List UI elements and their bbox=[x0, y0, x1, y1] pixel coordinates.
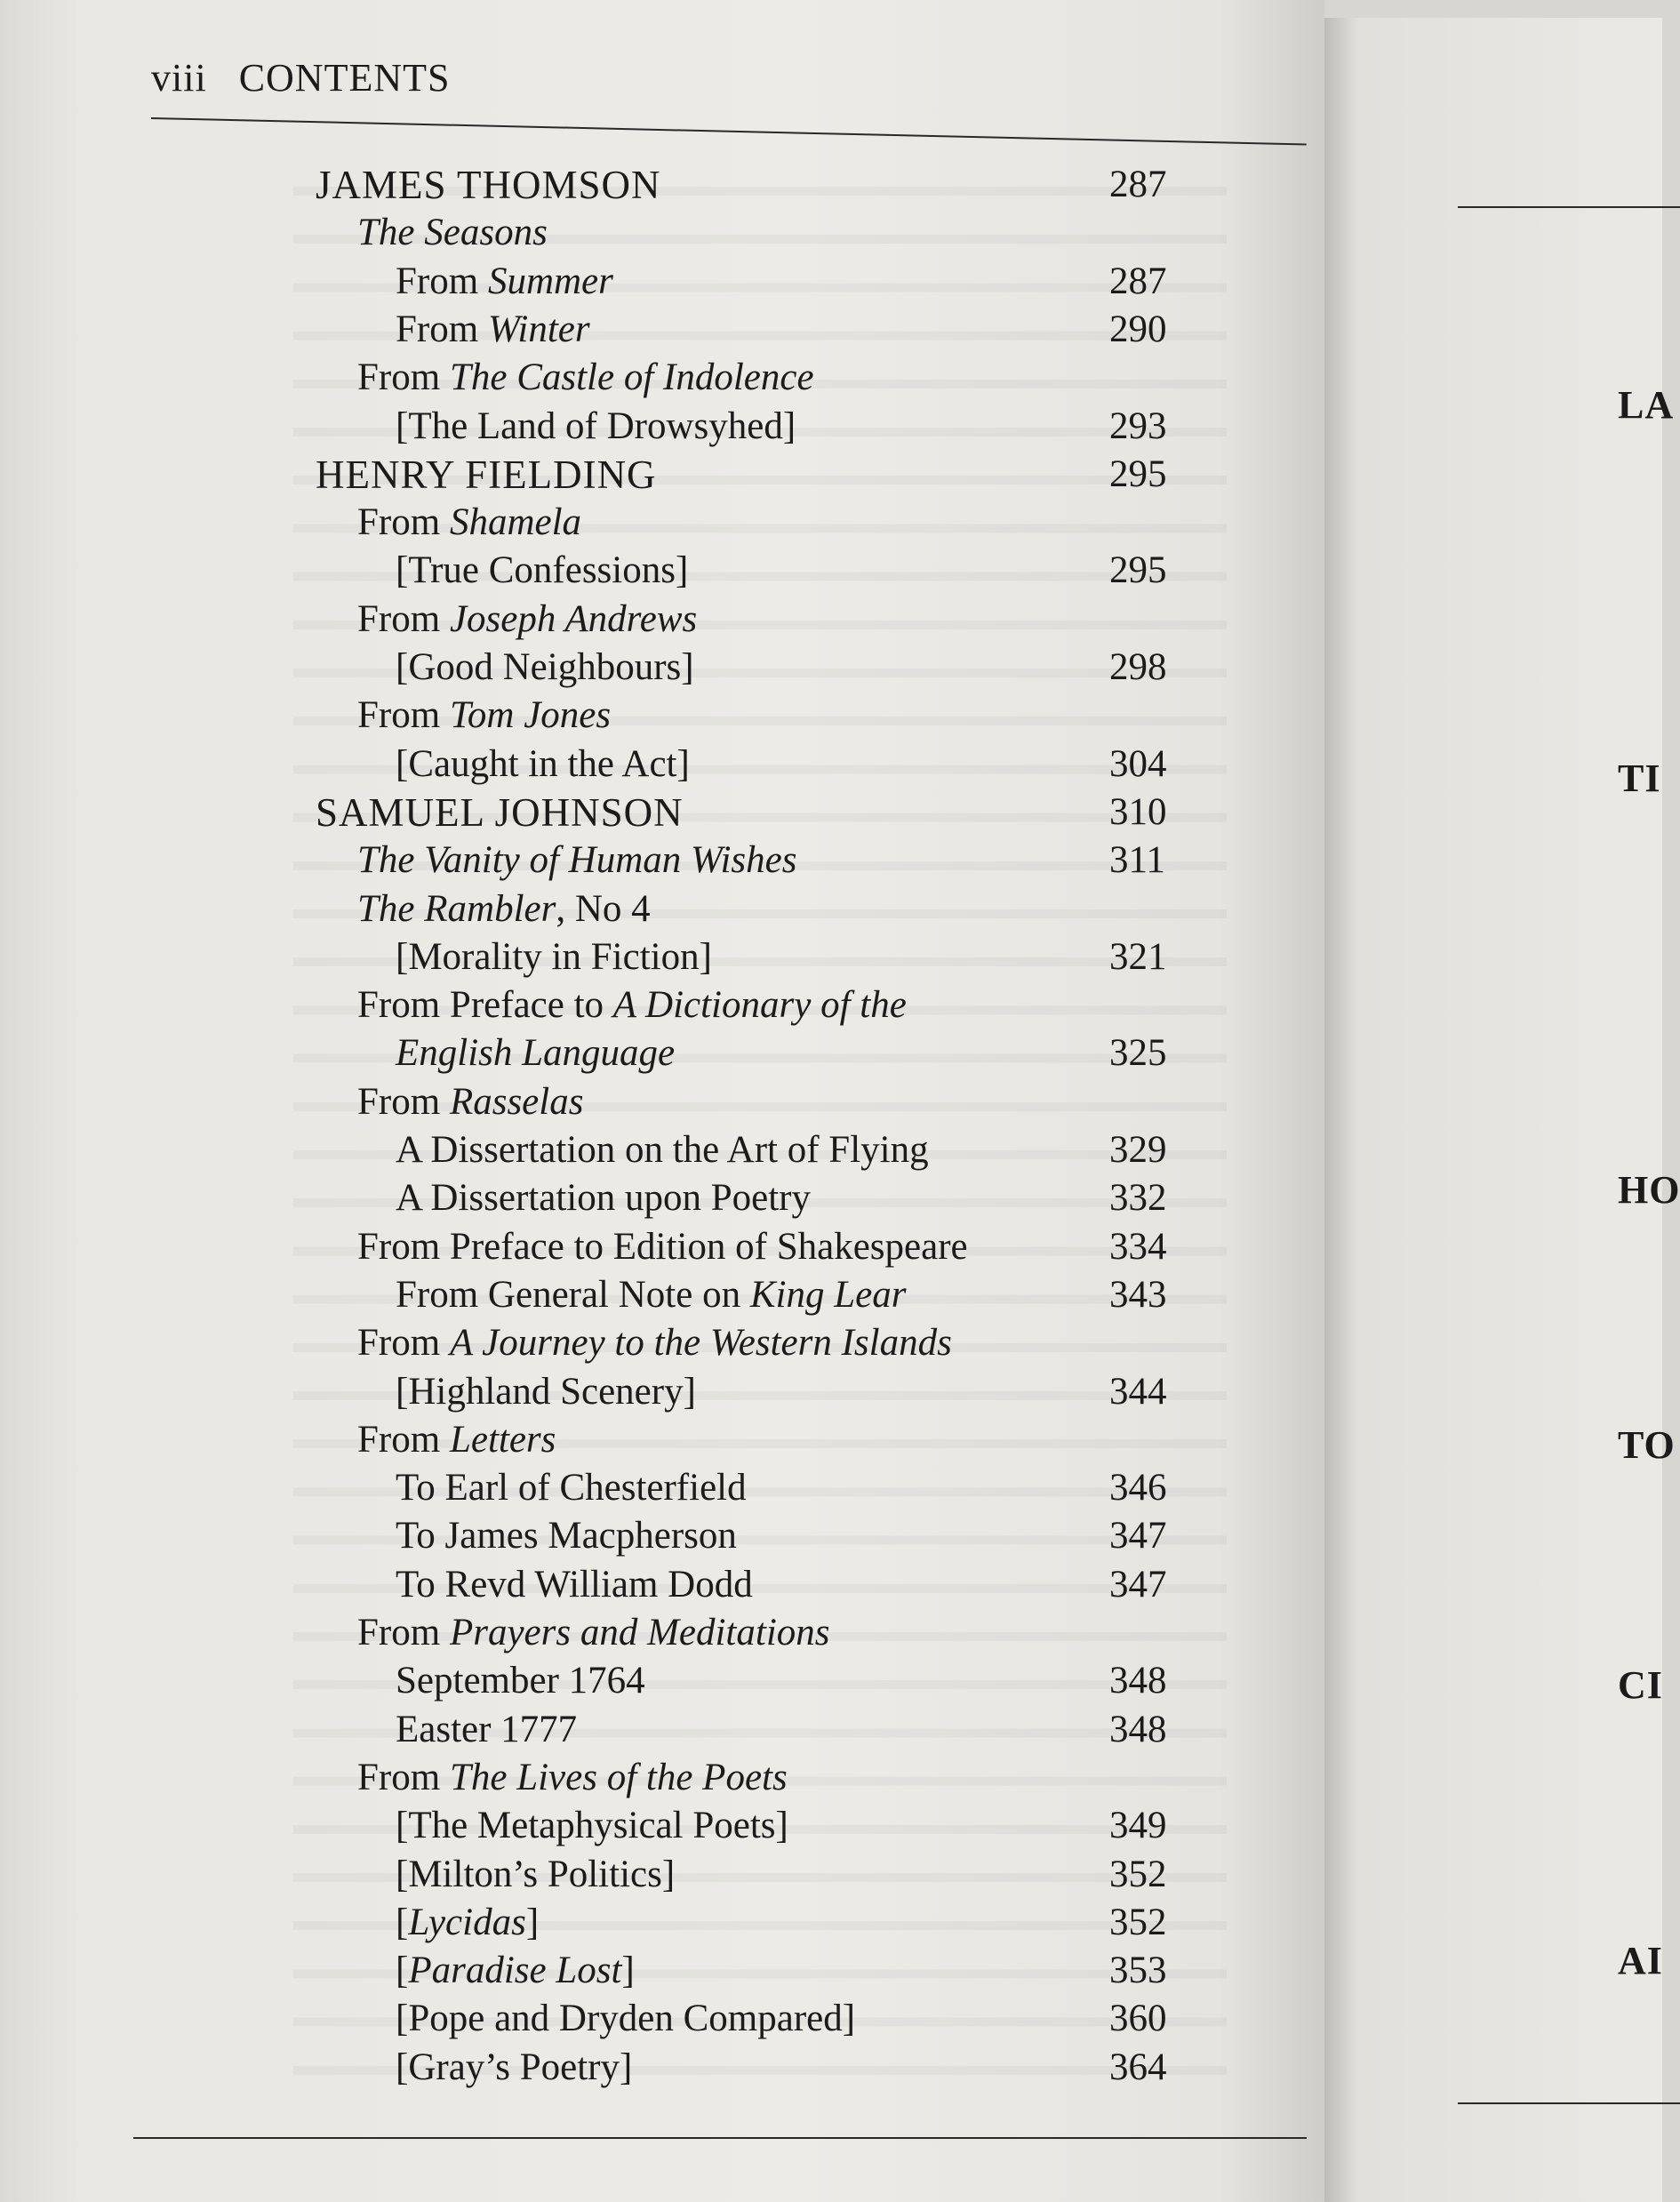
toc-entry bbox=[0, 981, 1324, 1030]
toc-entry bbox=[0, 1801, 1324, 1851]
entry-title bbox=[396, 402, 796, 452]
toc-entry bbox=[0, 595, 1324, 645]
page-number: viii bbox=[151, 56, 207, 100]
right-page-rule bbox=[1458, 2102, 1680, 2104]
toc-entry bbox=[0, 2043, 1324, 2093]
entry-page-number: 346 bbox=[1109, 1467, 1167, 1509]
entry-title-part: Shamela bbox=[449, 501, 582, 544]
toc-entry bbox=[0, 1705, 1324, 1755]
entry-title bbox=[396, 1994, 855, 2044]
entry-title-part: [True Confessions] bbox=[396, 549, 689, 592]
entry-title bbox=[396, 257, 613, 307]
entry-title-part: HENRY FIELDING bbox=[316, 452, 657, 497]
entry-title bbox=[357, 885, 651, 934]
entry-title-part: [ bbox=[396, 1901, 409, 1943]
entry-title bbox=[357, 1222, 968, 1272]
right-page-heading-fragment: AI bbox=[1618, 1939, 1663, 1982]
entry-title-part: JAMES THOMSON bbox=[316, 163, 661, 207]
entry-title-part: From bbox=[357, 597, 450, 640]
entry-title-part: From bbox=[357, 1418, 450, 1461]
entry-title-part: King Lear bbox=[749, 1273, 907, 1316]
toc-entry bbox=[0, 1222, 1324, 1272]
entry-title-part: The Seasons bbox=[357, 212, 548, 254]
entry-title bbox=[396, 1029, 675, 1078]
entry-title bbox=[357, 691, 611, 741]
entry-title-part: Joseph Andrews bbox=[449, 597, 698, 640]
entry-title bbox=[357, 1415, 556, 1465]
entry-title-part: , No 4 bbox=[556, 887, 651, 930]
toc-entry bbox=[0, 933, 1324, 982]
entry-page-number: 311 bbox=[1109, 839, 1165, 882]
entry-title bbox=[357, 1318, 952, 1368]
entry-page-number: 287 bbox=[1109, 260, 1167, 302]
entry-page-number: 329 bbox=[1109, 1129, 1167, 1171]
entry-title-part: [Highland Scenery] bbox=[396, 1370, 696, 1413]
entry-title bbox=[396, 1560, 753, 1610]
toc-entry bbox=[0, 740, 1324, 789]
entry-page-number: 295 bbox=[1109, 549, 1167, 592]
entry-title-part: [Morality in Fiction] bbox=[396, 935, 712, 978]
entry-page-number: 347 bbox=[1109, 1563, 1167, 1605]
entry-title-part: From bbox=[357, 1756, 450, 1798]
entry-title bbox=[396, 1125, 929, 1175]
entry-title-part: Letters bbox=[449, 1418, 556, 1461]
entry-title-part: A Dissertation on the Art of Flying bbox=[396, 1129, 929, 1171]
entry-title-part: A Journey to the Western Islands bbox=[449, 1322, 952, 1365]
entry-title bbox=[396, 1270, 906, 1320]
entry-page-number: 321 bbox=[1109, 935, 1167, 978]
entry-title-part: To Earl of Chesterfield bbox=[396, 1467, 747, 1509]
entry-title-part: From Preface to Edition of Shakespeare bbox=[357, 1225, 968, 1268]
entry-title bbox=[316, 788, 684, 837]
toc-entry bbox=[0, 643, 1324, 693]
toc-author-entry bbox=[0, 788, 1324, 837]
entry-title bbox=[396, 1705, 577, 1755]
entry-title-part: A Dictionary of the bbox=[612, 984, 907, 1027]
entry-title bbox=[396, 1511, 737, 1561]
toc-entry bbox=[0, 1898, 1324, 1948]
toc-entry bbox=[0, 1125, 1324, 1175]
entry-title-part: The Lives of the Poets bbox=[449, 1756, 788, 1798]
entry-title bbox=[357, 353, 814, 403]
entry-title bbox=[396, 2043, 632, 2093]
toc-entry bbox=[0, 1994, 1324, 2044]
entry-title-part: Paradise Lost bbox=[408, 1950, 622, 1992]
entry-page-number: 364 bbox=[1109, 2046, 1167, 2088]
entry-title-part: [Pope and Dryden Compared] bbox=[396, 1998, 856, 2040]
entry-title-part: Lycidas bbox=[408, 1901, 526, 1943]
toc-entry bbox=[0, 885, 1324, 934]
page-title: CONTENTS bbox=[238, 56, 451, 100]
toc-entry bbox=[0, 1029, 1324, 1078]
entry-title-part: To James Macpherson bbox=[396, 1515, 737, 1557]
entry-title-part: Winter bbox=[487, 308, 590, 350]
entry-page-number: 310 bbox=[1109, 790, 1167, 833]
toc-entry bbox=[0, 1173, 1324, 1223]
entry-title bbox=[396, 1656, 645, 1706]
entry-title bbox=[357, 208, 548, 258]
entry-title-part: ] bbox=[525, 1901, 540, 1943]
entry-page-number: 352 bbox=[1109, 1853, 1167, 1895]
right-page bbox=[1324, 18, 1680, 2202]
entry-title-part: September 1764 bbox=[396, 1660, 645, 1702]
toc-entry bbox=[0, 208, 1324, 258]
entry-title-part: ] bbox=[621, 1950, 635, 1992]
header-rule bbox=[151, 117, 1307, 145]
toc-author-entry bbox=[0, 160, 1324, 210]
toc-entry bbox=[0, 1946, 1324, 1996]
toc-entry bbox=[0, 1560, 1324, 1610]
toc-entry bbox=[0, 1318, 1324, 1368]
entry-page-number: 349 bbox=[1109, 1805, 1167, 1847]
entry-title-part: [Good Neighbours] bbox=[396, 646, 694, 688]
entry-page-number: 293 bbox=[1109, 404, 1167, 447]
toc-author-entry bbox=[0, 450, 1324, 500]
toc-entry bbox=[0, 305, 1324, 355]
entry-title-part: The Rambler bbox=[357, 887, 556, 930]
entry-title bbox=[357, 1753, 788, 1803]
toc-entry bbox=[0, 257, 1324, 307]
entry-title-part: [Gray’s Poetry] bbox=[396, 2046, 633, 2088]
toc-entry bbox=[0, 836, 1324, 885]
entry-title bbox=[396, 1801, 788, 1851]
entry-page-number: 304 bbox=[1109, 742, 1167, 785]
entry-title-part: A Dissertation upon Poetry bbox=[396, 1177, 811, 1220]
entry-title-part: From bbox=[357, 1322, 450, 1365]
entry-title bbox=[396, 643, 694, 693]
entry-title-part: Prayers and Meditations bbox=[449, 1612, 830, 1654]
entry-title bbox=[357, 498, 581, 548]
right-page-heading-fragment: CI bbox=[1618, 1663, 1663, 1707]
entry-title-part: Rasselas bbox=[449, 1080, 584, 1123]
entry-title bbox=[357, 1077, 583, 1127]
entry-page-number: 332 bbox=[1109, 1177, 1167, 1220]
toc-entry bbox=[0, 1511, 1324, 1561]
footer-rule bbox=[133, 2137, 1307, 2139]
entry-title-part: [Milton’s Politics] bbox=[396, 1853, 676, 1895]
entry-title bbox=[396, 1946, 635, 1996]
entry-title-part: English Language bbox=[396, 1032, 676, 1075]
entry-title bbox=[396, 740, 690, 789]
toc-entry bbox=[0, 691, 1324, 741]
entry-page-number: 348 bbox=[1109, 1660, 1167, 1702]
entry-title bbox=[316, 160, 661, 210]
entry-title-part: Summer bbox=[487, 260, 613, 302]
entry-title-part: [The Land of Drowsyhed] bbox=[396, 404, 796, 447]
entry-title-part: [ bbox=[396, 1950, 409, 1992]
entry-page-number: 344 bbox=[1109, 1370, 1167, 1413]
entry-page-number: 334 bbox=[1109, 1225, 1167, 1268]
entry-title-part: The Castle of Indolence bbox=[449, 356, 814, 399]
entry-title-part: Tom Jones bbox=[449, 694, 612, 737]
entry-title bbox=[396, 1463, 747, 1513]
entry-title-part: [The Metaphysical Poets] bbox=[396, 1805, 788, 1847]
entry-page-number: 295 bbox=[1109, 452, 1167, 495]
entry-page-number: 348 bbox=[1109, 1708, 1167, 1750]
right-page-heading-fragment: HO bbox=[1618, 1168, 1680, 1212]
toc-entry bbox=[0, 1608, 1324, 1658]
entry-page-number: 352 bbox=[1109, 1901, 1167, 1943]
toc-entry bbox=[0, 1270, 1324, 1320]
toc-entry bbox=[0, 1656, 1324, 1706]
entry-title bbox=[396, 1173, 811, 1223]
entry-title-part: From bbox=[357, 501, 450, 544]
toc-entry bbox=[0, 1850, 1324, 1900]
entry-title bbox=[396, 546, 688, 596]
toc-entry bbox=[0, 1463, 1324, 1513]
entry-page-number: 353 bbox=[1109, 1950, 1167, 1992]
entry-title-part: From bbox=[396, 308, 488, 350]
entry-title bbox=[396, 1367, 696, 1417]
toc-entry bbox=[0, 1367, 1324, 1417]
entry-title-part: From bbox=[357, 1080, 450, 1123]
entry-title-part: Easter 1777 bbox=[396, 1708, 578, 1750]
entry-title bbox=[357, 981, 907, 1030]
entry-title-part: From bbox=[396, 260, 488, 302]
entry-title-part: From bbox=[357, 356, 450, 399]
running-head bbox=[151, 55, 450, 100]
entry-title-part: From bbox=[357, 1612, 450, 1654]
entry-title-part: The Vanity of Human Wishes bbox=[357, 839, 797, 882]
toc-entry bbox=[0, 1077, 1324, 1127]
right-page-heading-fragment: TI bbox=[1618, 757, 1661, 800]
entry-title bbox=[357, 595, 697, 645]
right-page-rule bbox=[1458, 206, 1680, 208]
entry-title bbox=[357, 1608, 830, 1658]
entry-title-part: From Preface to bbox=[357, 984, 613, 1027]
entry-title bbox=[396, 933, 712, 982]
entry-page-number: 287 bbox=[1109, 164, 1167, 205]
entry-title-part: From General Note on bbox=[396, 1273, 750, 1316]
toc-entry bbox=[0, 353, 1324, 403]
toc-entry bbox=[0, 1415, 1324, 1465]
entry-title bbox=[396, 1850, 675, 1900]
entry-title-part: SAMUEL JOHNSON bbox=[316, 789, 684, 835]
right-page-heading-fragment: TO bbox=[1618, 1423, 1676, 1467]
entry-title-part: [Caught in the Act] bbox=[396, 742, 690, 785]
entry-title bbox=[357, 836, 796, 885]
entry-page-number: 360 bbox=[1109, 1998, 1167, 2040]
toc-entry bbox=[0, 1753, 1324, 1803]
entry-page-number: 343 bbox=[1109, 1273, 1167, 1316]
entry-title bbox=[396, 1898, 539, 1948]
entry-page-number: 290 bbox=[1109, 308, 1167, 350]
entry-page-number: 298 bbox=[1109, 646, 1167, 688]
entry-title-part: From bbox=[357, 694, 450, 737]
right-page-heading-fragment: LA bbox=[1618, 383, 1675, 427]
toc-entry bbox=[0, 546, 1324, 596]
entry-title-part: To Revd William Dodd bbox=[396, 1563, 753, 1605]
toc-entry bbox=[0, 402, 1324, 452]
toc-entry bbox=[0, 498, 1324, 548]
entry-title bbox=[396, 305, 590, 355]
entry-title bbox=[316, 450, 657, 500]
entry-page-number: 325 bbox=[1109, 1032, 1167, 1075]
entry-page-number: 347 bbox=[1109, 1515, 1167, 1557]
